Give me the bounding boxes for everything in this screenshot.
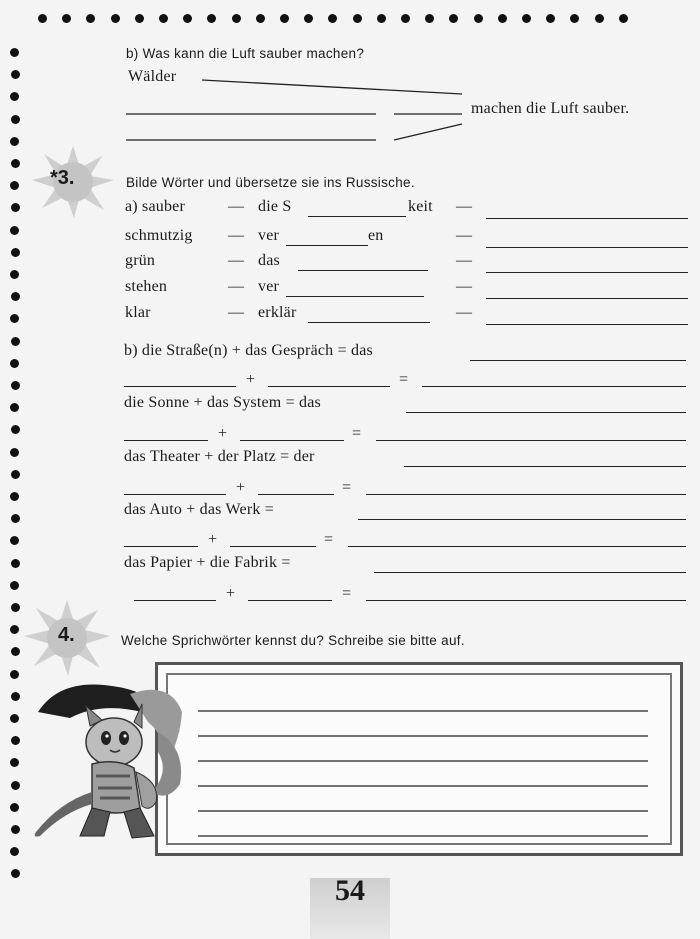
compound-expression: das Papier + die Fabrik = [124,554,291,571]
source-word: klar [125,304,151,321]
answer-lines-air [0,0,700,160]
compound-result-blank[interactable] [406,412,686,413]
translation-result-blank[interactable] [366,494,686,495]
task-4-number: 4. [58,624,75,646]
binding-dot [10,625,19,634]
word-suffix: keit [408,198,433,215]
binding-dot [11,292,20,301]
binding-dot [11,337,20,346]
translation-part-1-blank[interactable] [134,600,216,601]
translation-blank[interactable] [486,324,688,325]
dash: — [228,252,245,269]
binding-dot [11,781,20,790]
word-prefix: erklär [258,304,297,321]
binding-dot [11,647,20,656]
puss-in-boots-illustration [30,672,190,844]
word-blank[interactable] [286,245,368,246]
plus-sign: + [226,585,236,602]
binding-dot [10,359,19,368]
translation-result-blank[interactable] [422,386,686,387]
dash: — [456,198,473,215]
source-word: a) sauber [125,198,185,215]
binding-dot [10,536,19,545]
binding-dot [11,248,20,257]
translation-part-2-blank[interactable] [268,386,390,387]
word-prefix: ver [258,227,280,244]
dash: — [456,252,473,269]
dash: — [228,198,245,215]
binding-dot [10,670,19,679]
task-4-instruction: Welche Sprichwörter kennst du? Schreibe sie bitte auf. [121,633,465,648]
compound-result-blank[interactable] [374,572,686,573]
plus-sign: + [218,425,228,442]
binding-dot [11,559,20,568]
binding-dot [11,514,20,523]
word-blank[interactable] [298,270,428,271]
binding-dot [10,758,19,767]
binding-dot [10,181,19,190]
translation-part-2-blank[interactable] [248,600,332,601]
equals-sign: = [399,371,409,388]
translation-part-2-blank[interactable] [258,494,334,495]
binding-dot [11,736,20,745]
compound-expression: das Auto + das Werk = [124,501,274,518]
binding-dot [10,847,19,856]
proverbs-writing-lines [168,675,674,849]
binding-dot [11,425,20,434]
word-blank[interactable] [308,322,430,323]
binding-dot [11,470,20,479]
binding-dot [11,603,20,612]
binding-dot [11,825,20,834]
word-blank[interactable] [308,216,406,217]
translation-blank[interactable] [486,298,688,299]
binding-dot [11,203,20,212]
dash: — [456,227,473,244]
plus-sign: + [246,371,256,388]
source-word: stehen [125,278,168,295]
binding-dot [10,403,19,412]
translation-part-2-blank[interactable] [230,546,316,547]
dash: — [456,278,473,295]
word-blank[interactable] [286,296,424,297]
translation-result-blank[interactable] [376,440,686,441]
binding-dot [11,381,20,390]
source-word: grün [125,252,156,269]
dash: — [228,227,245,244]
binding-dot [11,159,20,168]
translation-blank[interactable] [486,247,688,248]
compound-result-blank[interactable] [470,360,686,361]
translation-part-1-blank[interactable] [124,494,226,495]
equals-sign: = [342,479,352,496]
binding-dot [10,226,19,235]
proverbs-answer-box[interactable] [155,662,683,856]
binding-dot [10,803,19,812]
equals-sign: = [352,425,362,442]
word-prefix: die S [258,198,292,215]
translation-part-1-blank[interactable] [124,440,208,441]
binding-dot [10,714,19,723]
plus-sign: + [208,531,218,548]
task-3-instruction: Bilde Wörter und übersetze sie ins Russische. [126,175,415,190]
equals-sign: = [342,585,352,602]
compound-expression: b) die Straße(n) + das Gespräch = das [124,342,373,359]
word-prefix: ver [258,278,280,295]
compound-expression: die Sonne + das System = das [124,394,321,411]
binding-dot [10,314,19,323]
binding-dot [10,581,19,590]
translation-result-blank[interactable] [348,546,686,547]
source-word: schmutzig [125,227,193,244]
dash: — [456,304,473,321]
question-b-luft: b) Was kann die Luft sauber machen? [126,46,365,61]
compound-result-blank[interactable] [404,466,686,467]
translation-part-2-blank[interactable] [240,440,344,441]
task-3-number: *3. [50,167,75,189]
compound-result-blank[interactable] [358,519,686,520]
translation-blank[interactable] [486,272,688,273]
dash: — [228,278,245,295]
word-suffix: en [368,227,384,244]
plus-sign: + [236,479,246,496]
word-waelder: Wälder [128,68,177,85]
page-number: 54 [335,874,365,907]
translation-blank[interactable] [486,218,688,219]
binding-dot [11,692,20,701]
binding-dot [10,492,19,501]
translation-part-1-blank[interactable] [124,386,236,387]
translation-result-blank[interactable] [366,600,686,601]
dash: — [228,304,245,321]
binding-dot [11,869,20,878]
compound-expression: das Theater + der Platz = der [124,448,315,465]
binding-dot [10,270,19,279]
word-prefix: das [258,252,280,269]
equals-sign: = [324,531,334,548]
completion-text: machen die Luft sauber. [471,100,630,117]
translation-part-1-blank[interactable] [124,546,198,547]
binding-dot [10,448,19,457]
